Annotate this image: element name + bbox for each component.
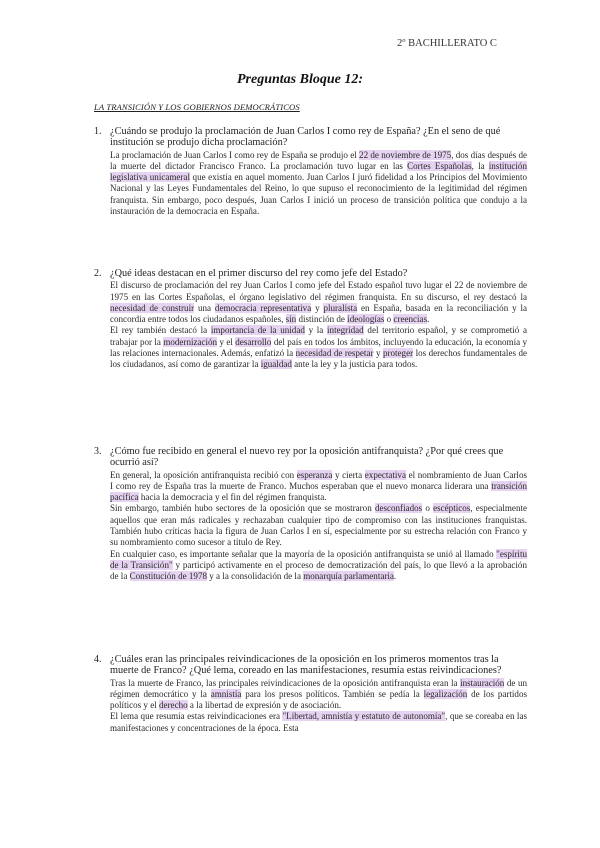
answer-text: o — [422, 503, 434, 514]
highlighted-text: "Libertad, amnistía y estatuto de autonomía" — [282, 711, 446, 722]
answer-text: para los presos políticos. También se pedía la — [241, 688, 424, 699]
answer-text: y el — [217, 336, 236, 347]
highlighted-text: monarquía parlamentaria — [303, 571, 394, 582]
highlighted-text: integridad — [327, 325, 364, 336]
answer-paragraph — [110, 280, 527, 325]
answer-text: En general, la oposición antifranquista recibió con — [110, 469, 297, 480]
answer-text: que existía en aquel momento. Juan Carlos I juró fidelidad a los Principios del Movimiento Nacional y las Leyes Fundamentales del Reino, lo que supuso el reconocimiento de la legitimidad del régimen franquista. Sin embargo, poco después, Juan Carlos I inició un proceso de transición política que condujo a la instauración de la democracia en España. — [110, 172, 527, 217]
answer-text: una — [194, 302, 215, 313]
answer-text: a la libertad de expresión y de asociación. — [187, 700, 342, 711]
answer-text: . — [393, 571, 397, 582]
answer-text: y — [373, 348, 383, 359]
highlighted-text: democracia representativa — [214, 302, 312, 313]
highlighted-text: transición pacífica — [110, 480, 527, 503]
highlighted-text: "espíritu de la Transición" — [110, 548, 527, 570]
question-text: ¿Qué ideas destacan en el primer discurso del rey como jefe del Estado? — [110, 268, 408, 279]
highlighted-text: legalización — [423, 688, 468, 699]
highlighted-text: ideologías — [347, 314, 385, 325]
answer-text: El rey también destacó la — [110, 325, 211, 336]
highlighted-text: derecho — [159, 700, 188, 711]
highlighted-text: creencias — [393, 314, 428, 325]
highlighted-text: expectativa — [364, 469, 406, 480]
highlighted-text: esperanza — [296, 469, 333, 480]
answer-text: de un régimen democrático y la — [110, 677, 527, 699]
highlighted-text: amnistía — [210, 688, 242, 699]
answer-text: , que se coreaba en las manifestaciones y concentraciones de la época. Esta — [110, 711, 527, 733]
answer — [110, 150, 527, 218]
answer-text: Sin embargo, también hubo sectores de la oposición que se mostraron — [110, 503, 375, 514]
answer-text: En cualquier caso, es importante señalar que la mayoría de la oposición antifranquista se unió al llamado — [110, 548, 497, 559]
question-number: 3. — [94, 446, 102, 457]
answer-text: y cierta — [332, 469, 365, 480]
question-text: ¿Cuáles eran las principales reivindicaciones de la oposición en los primeros momentos tras la muerte de Franco? ¿Qué lema, coreado en las manifestaciones, resumía estas reivindicaciones? — [110, 654, 502, 677]
question-3 — [94, 446, 527, 583]
answer-text: y participó activamente en el proceso de democratización del país, lo que llevó a la aprobación de la — [110, 559, 527, 582]
highlighted-text: sin — [285, 314, 297, 325]
highlighted-text: Constitución de 1978 — [129, 571, 207, 582]
answer-text: y a la consolidación de la — [207, 571, 304, 582]
answer-text: de los partidos políticos y el — [110, 688, 528, 711]
page-title: Preguntas Bloque 12: — [236, 72, 363, 87]
highlighted-text: escépticos — [433, 503, 471, 514]
answer-text: del territorio español, y se comprometió a trabajar por la — [110, 325, 528, 347]
answer — [110, 280, 527, 370]
highlighted-text: 22 de noviembre de 1975 — [359, 149, 452, 160]
answer-text: del país en todos los ámbitos, incluyendo la educación, la economía y las relaciones internacionales. Además, enfatizó la — [110, 336, 527, 359]
answer-text: los derechos fundamentales de los ciudadanos, así como de garantizar la — [110, 348, 528, 370]
answer-text: . — [427, 314, 430, 325]
answer — [110, 470, 527, 583]
question-number: 1. — [94, 126, 102, 137]
answer-text: y — [311, 302, 324, 313]
answer-text: distinción de — [296, 314, 348, 325]
question-number: 4. — [94, 654, 102, 665]
question-1 — [94, 126, 527, 217]
question-text: ¿Cuándo se produjo la proclamación de Juan Carlos I como rey de España? ¿En el seno de qué institución se produjo dicha proclamación? — [110, 126, 501, 149]
highlighted-text: igualdad — [260, 359, 292, 370]
answer-paragraph — [110, 470, 527, 504]
section-heading: LA TRANSICIÓN Y LOS GOBIERNOS DEMOCRÁTICOS — [94, 102, 300, 112]
highlighted-text: institución legislativa unicameral — [110, 160, 527, 183]
answer — [110, 678, 527, 734]
answer-text: El lema que resumía estas reivindicaciones era — [110, 711, 283, 722]
answer-paragraph — [110, 711, 527, 734]
answer-paragraph — [110, 325, 527, 370]
answer-text: Tras la muerte de Franco, las principales reivindicaciones de la oposición antifranquista eran la — [110, 677, 461, 688]
answer-paragraph — [110, 549, 527, 583]
answer-text: en España, basada en la reconciliación y la concordia entre todos los ciudadanos españoles, — [110, 302, 528, 325]
highlighted-text: desconfiados — [374, 503, 423, 514]
question-text: ¿Cómo fue recibido en general el nuevo rey por la oposición antifranquista? ¿Por qué crees que ocurrió así? — [110, 446, 504, 469]
course-label: 2º BACHILLERATO C — [397, 38, 497, 49]
answer-text: o — [384, 314, 394, 325]
answer-text: hacia la democracia y el fin del régimen franquista. — [138, 492, 327, 503]
answer-paragraph — [110, 503, 527, 548]
answer-text: ante la ley y la justicia para todos. — [291, 359, 418, 370]
answer-text: y la — [304, 325, 328, 336]
answer-text: El discurso de proclamación del rey Juan Carlos I como jefe del Estado español tuvo lugar el 22 de noviembre de 1975 en las Cortes Españolas, el órgano legislativo del régimen franquista. En su discurso, el rey destacó la — [110, 280, 527, 302]
question-number: 2. — [94, 268, 102, 279]
answer-text: el nombramiento de Juan Carlos I como rey de España tras la muerte de Franco. Muchos esperaban que el nuevo monarca liderara una — [110, 469, 527, 491]
answer-text: , la — [471, 160, 489, 171]
highlighted-text: desarrollo — [235, 336, 272, 347]
answer-text: , dos días después de la muerte del dictador Francisco Franco. La proclamación tuvo lugar en las — [110, 149, 527, 171]
answer-text: La proclamación de Juan Carlos I como rey de España se produjo el — [110, 149, 360, 160]
highlighted-text: instauración — [460, 677, 505, 688]
highlighted-text: necesidad de respetar — [295, 348, 374, 359]
highlighted-text: modernización — [163, 336, 218, 347]
question-2 — [94, 268, 527, 371]
answer-text: , especialmente aquellos que eran más radicales y rechazaban cualquier tipo de compromiso con las instituciones franquistas. También hubo críticas hacia la figura de Juan Carlos I en sí, especialmente por su estrecha relación con Franco y su nombramiento como sucesor a título de Rey. — [110, 503, 527, 548]
answer-paragraph — [110, 678, 527, 712]
highlighted-text: importancia de la unidad — [210, 325, 305, 336]
highlighted-text: necesidad de construir — [110, 302, 195, 313]
highlighted-text: pluralista — [323, 302, 358, 313]
highlighted-text: proteger — [382, 348, 414, 359]
answer-paragraph — [110, 150, 527, 218]
question-4 — [94, 654, 527, 734]
highlighted-text: Cortes Españolas — [407, 160, 472, 171]
